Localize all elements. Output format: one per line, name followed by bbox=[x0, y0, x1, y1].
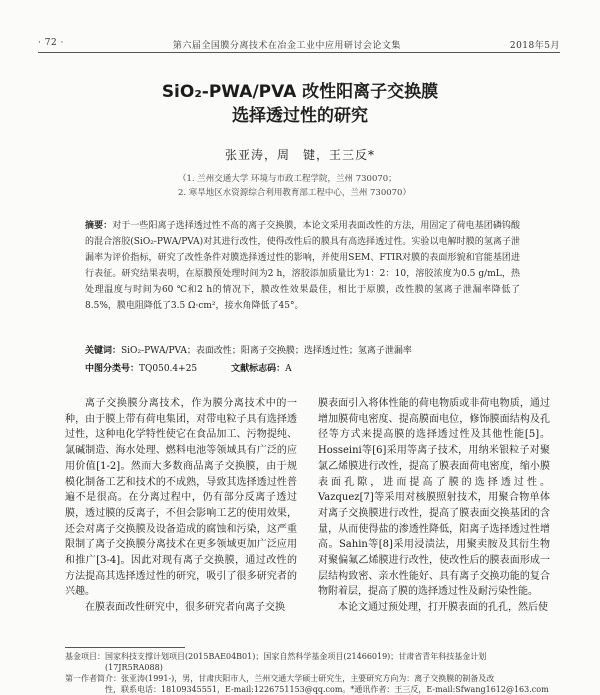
footnote-rule bbox=[65, 647, 185, 648]
author-bio-1: 张亚涛(1991-)，男，甘肃庆阳市人，兰州交通大学硕士研究生，主要研究方向为：离子交换膜的制备及改 bbox=[121, 674, 495, 683]
abstract-label: 摘要： bbox=[85, 221, 113, 231]
body-column-right bbox=[318, 396, 550, 616]
body-paragraph: 膜表面引入将体性能的荷电物质或非荷电物质，通过增加膜荷电密度、提高膜面电位，修饰膜面结构及孔径等方式来提高膜的选择透过性及其他性能[5]。Hosseini等[6]采用等离子技术，用纳米银粒子对聚氯乙烯膜进行改性，提高了膜表面荷电密度，缩小膜表面孔隙，进而提高了膜的选择透过性。Vazquez[7]等采用对核膜照射技术，用聚合物单体对离子交换膜进行改性，提高了膜表面交换基团的含量，从而使得盐的渗透性降低，阳离子选择透过性增高。Sahin等[8]采用浸渍法，用聚卖胺及其衍生物对聚偏氟乙烯膜进行改性，使改性后的膜表面形成一层结构致密、亲水性能好、具有离子交换功能的复合物附着层，提高了膜的选择透过性及耐污染性能。 bbox=[318, 398, 550, 598]
proceedings-title: 第六届全国膜分离技术在冶金工业中应用研讨会论文集 bbox=[172, 41, 401, 51]
author-bio-label: 第一作者简介： bbox=[65, 674, 121, 683]
page-number: · 72 · bbox=[38, 38, 64, 48]
body-column-left bbox=[65, 396, 297, 616]
running-header bbox=[38, 38, 560, 51]
fund-label: 基金项目： bbox=[65, 652, 105, 661]
author-list: 张亚涛，周 键，王三反* bbox=[224, 148, 375, 162]
classification-line bbox=[85, 361, 292, 374]
keywords-label: 关键词： bbox=[85, 346, 122, 356]
title-line-1: SiO₂-PWA/PVA 改性阳离子交换膜 bbox=[161, 82, 439, 102]
footnotes bbox=[65, 651, 550, 695]
affiliation-1: （1. 兰州交通大学 环境与市政工程学院，兰州 730070； bbox=[178, 174, 397, 184]
clc-label: 中图分类号： bbox=[85, 364, 140, 374]
header-rule bbox=[38, 52, 560, 53]
body-paragraph: 本论文通过预处理，打开膜表面的孔孔，然后使 bbox=[338, 602, 548, 614]
paper-title bbox=[0, 80, 600, 128]
abstract-text: 对于一些阳离子选择透过性不高的离子交换膜，本论文采用表面改性的方法，用固定了荷电基团磷钨酸的混合溶胶(SiO₂-PWA/PVA)对其进行改性，使得改性后的膜具有高选择透过性。实验以电解时膜的氢离子泄漏率为评价指标，研究了改性条件对膜选择透过性的影响，并使用SEM、FTIR对膜的表面形貌和官能基团进行表征。研究结果表明，在原膜预处理时间为2 h，溶胶添加质量比为1：2：10，溶胶浓度为0.5 g/mL，热处理温度与时间为60 ℃和2 h的情况下，膜改性效果最佳，相比于原膜，改性膜的氢离子泄漏率降低了8.5%，膜电阻降低了3.5 Ω·cm²，接水角降低了45°。 bbox=[85, 221, 520, 311]
keywords bbox=[85, 344, 520, 359]
title-line-2: 选择透过性的研究 bbox=[232, 106, 368, 126]
doc-code-label: 文献标志码： bbox=[231, 364, 286, 374]
fund-text-2: (17JR5RA088) bbox=[105, 663, 163, 672]
body-paragraph: 离子交换膜分离技术，作为膜分离技术中的一种，由于膜上带有荷电集团，对带电粒子具有选择透过性，这种电化学特性使它在食品加工、污物提纯、氯碱制造、海水处理、燃料电池等领域具有广泛的应用价值[1-2]。然而大多数商品离子交换膜，由于规模化制备工艺和技术的不成熟，导致其选择透过性普遍不是很高。在分离过程中，仍有部分反离子透过膜，透过膜的反离子，不但会影响工艺的使用效果，还会对离子交换膜及设备造成的腐蚀和污染，这严重限制了离子交换膜分离技术在更多领域更加广泛应用和推广[3-4]。因此对现有离子交换膜，通过改性的方法提高其选择透过性的研究，吸引了很多研究者的兴趣。 bbox=[65, 398, 297, 598]
fund-text-1: 国家科技支撑计划项目(2015BAE04B01)；国家自然科学基金项目(21466019)；甘肃省青年科技基金计划 bbox=[105, 652, 487, 661]
keywords-text: SiO₂-PWA/PVA；表面改性；阳离子交换膜；选择透过性；氢离子泄漏率 bbox=[121, 346, 412, 356]
abstract bbox=[85, 218, 520, 314]
affiliations bbox=[178, 172, 411, 200]
body-paragraph: 在膜表面改性研究中，很多研究者向离子交换 bbox=[85, 602, 285, 614]
clc-value: TQ050.4+25 bbox=[139, 364, 198, 374]
doc-code-value: A bbox=[285, 364, 292, 374]
affiliation-2: 2. 寒旱地区水资源综合利用教育部工程中心，兰州 730070） bbox=[178, 188, 411, 198]
header-date: 2018年5月 bbox=[509, 41, 560, 51]
author-bio-2: 性，联系电话：18109345551，E-mail:1226751153@qq.com。*通讯作者：王三反，E-mail:Sfwang1612@163.com bbox=[105, 685, 549, 694]
